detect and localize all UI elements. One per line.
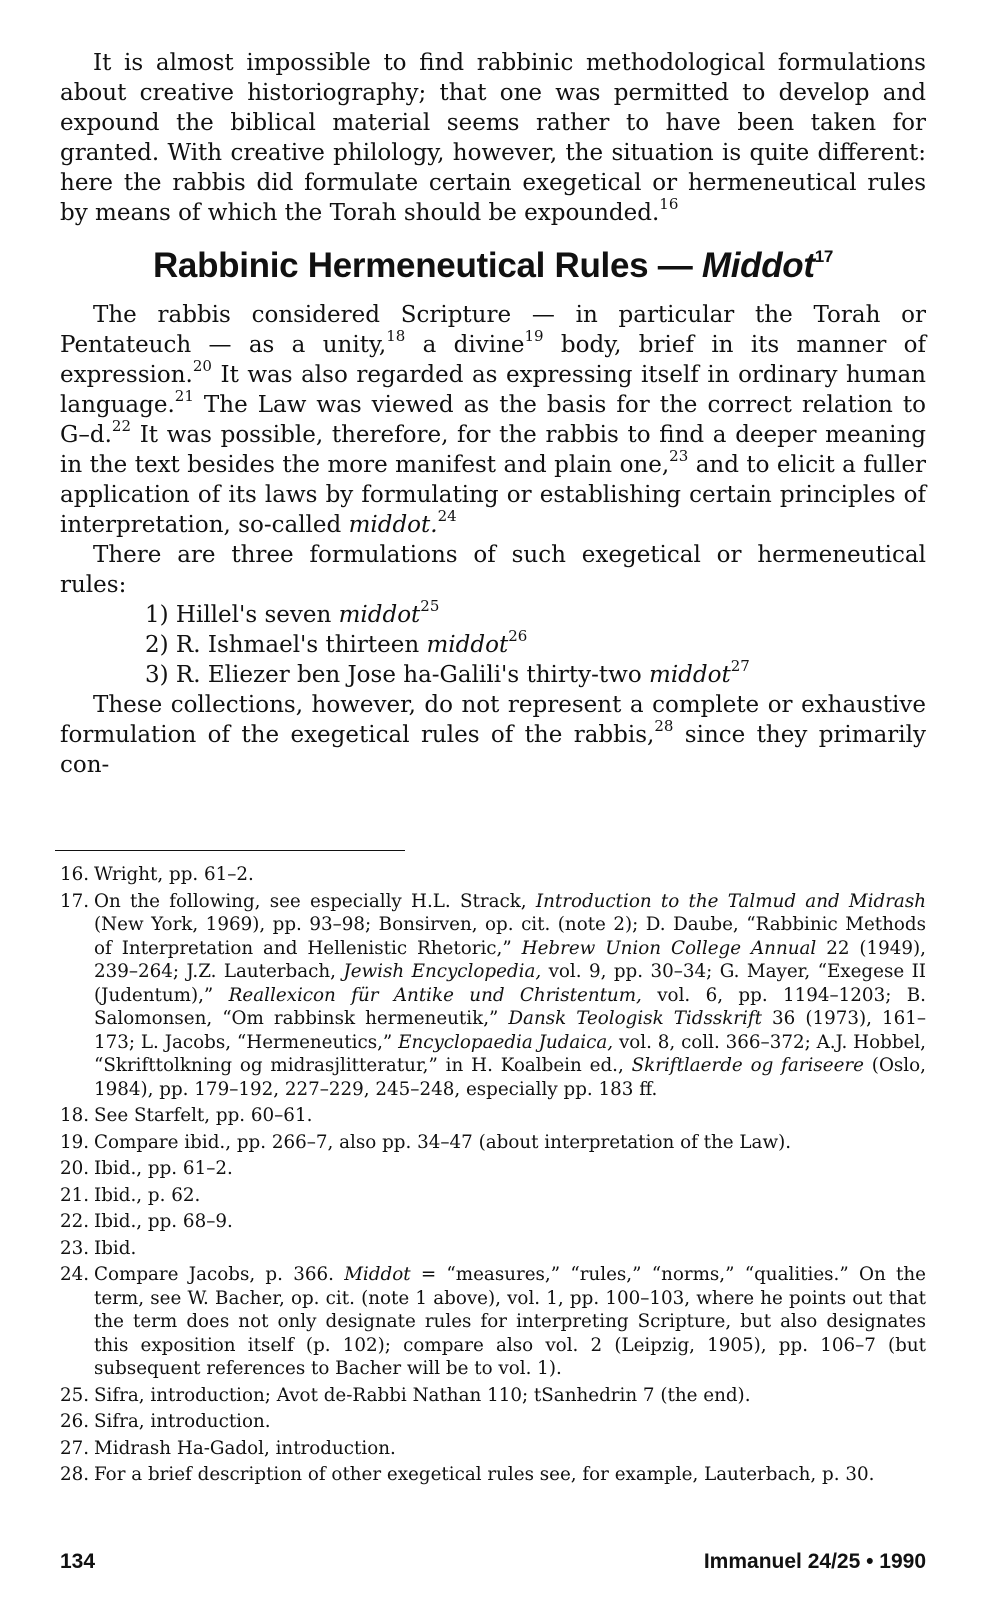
- text-run: On the following, see especially H.L. Strack,: [94, 890, 536, 912]
- text-run-italic: Reallexicon für Antike und Christentum,: [228, 984, 642, 1006]
- footnote-divider: [55, 850, 405, 851]
- footnote-23: [60, 1237, 926, 1261]
- footnote-number: 17.: [60, 890, 90, 912]
- footnote-ref: 19: [524, 327, 544, 346]
- text-run: (Oslo, 1984), pp. 179–192, 227–229, 245–248, especially pp. 183 ff.: [94, 1055, 926, 1100]
- footnote-number: 19.: [60, 1131, 90, 1153]
- footnote-text: Ibid.: [94, 1237, 137, 1259]
- footnote-number: 23.: [60, 1237, 90, 1259]
- footnote-26: [60, 1410, 926, 1434]
- footnote-17: [60, 890, 926, 1102]
- footnote-ref: 23: [669, 447, 689, 466]
- footnote-text: Ibid., pp. 61–2.: [94, 1158, 233, 1179]
- list-item: [145, 627, 926, 660]
- list-item: [145, 597, 926, 630]
- footnote-ref: 17: [814, 247, 834, 267]
- footnote-number: 26.: [60, 1411, 90, 1432]
- footnote-16: [60, 863, 926, 887]
- footnote-27: [60, 1437, 926, 1461]
- text-run: since they primarily con-: [60, 722, 926, 778]
- text-run: body, brief in its manner of expression.: [60, 332, 926, 388]
- paragraph-scripture: [60, 300, 926, 540]
- list-item-text: 3) R. Eliezer ben Jose ha-Galili's thirty-two: [145, 662, 650, 688]
- journal-citation: Immanuel 24/25 • 1990: [703, 1550, 926, 1573]
- text-run: The Law was viewed as the basis for the correct relation to G–d.: [60, 392, 926, 448]
- footnote-text: See Starfelt, pp. 60–61.: [94, 1105, 313, 1126]
- footnote-ref: 27: [730, 657, 750, 676]
- footnote-ref: 22: [111, 417, 132, 436]
- footnote-ref: 26: [508, 627, 528, 646]
- text-run: vol. 9, pp. 30–34; G. Mayer, “Exegese II (Judentum),”: [94, 961, 927, 1006]
- page-number: 134: [60, 1550, 96, 1573]
- footnote-text: For a brief description of other exegetical rules see, for example, Lauterbach, p. 30.: [94, 1464, 875, 1485]
- footnote-ref: 16: [659, 195, 679, 214]
- section-heading: [60, 246, 926, 286]
- footnote-number: 22.: [60, 1211, 90, 1232]
- footnote-text: Wright, pp. 61–2.: [94, 864, 254, 885]
- section-heading-text: Rabbinic Hermeneutical Rules —: [152, 246, 702, 285]
- footnote-22: [60, 1210, 926, 1234]
- footnote-text: Ibid., p. 62.: [94, 1184, 201, 1206]
- footnote-number: 16.: [60, 864, 90, 885]
- page-footer: [60, 1550, 926, 1574]
- text-run: vol. 8, coll. 366–372; A.J. Hobbel, “Skrifttolkning og midrasjlitteratur,” in H. Koalbein ed.,: [94, 1031, 926, 1076]
- list-item-italic: middot: [649, 662, 731, 688]
- text-run: and to elicit a fuller application of its laws by formulating or establishing certain principles of interpretation, so-called: [60, 452, 926, 538]
- footnote-number: 24.: [60, 1264, 90, 1285]
- footnote-number: 28.: [60, 1464, 90, 1485]
- footnote-25: [60, 1384, 926, 1408]
- text-run: vol. 6, pp. 1194–1203; B. Salomonsen, “Om rabbinsk hermeneutik,”: [94, 984, 926, 1029]
- footnote-text: Compare ibid., pp. 266–7, also pp. 34–47 (about interpretation of the Law).: [94, 1131, 792, 1153]
- text-run-italic: Jewish Encyclopedia,: [343, 961, 542, 982]
- text-run-italic: Middot: [344, 1264, 411, 1285]
- footnote-ref: 18: [386, 327, 406, 346]
- text-run-italic: Encyclopaedia Judaica,: [398, 1031, 614, 1053]
- list-item-italic: middot: [426, 632, 509, 658]
- text-run: (New York, 1969), pp. 93–98; Bonsirven, op. cit. (note 2); D. Daube, “Rabbinic Methods of Interpretation and Hellenistic Rhetoric,”: [94, 914, 926, 959]
- footnote-text: [94, 890, 926, 1102]
- text-run: Compare Jacobs, p. 366.: [94, 1264, 345, 1285]
- list-item-text: 2) R. Ishmael's thirteen: [145, 632, 427, 658]
- text-run-italic: Skriftlaerde og fariseere: [631, 1055, 864, 1076]
- footnote-number: 27.: [60, 1437, 90, 1459]
- text-run-italic: middot.: [348, 512, 438, 538]
- footnote-ref: 24: [437, 507, 457, 526]
- text-run: These collections, however, do not represent a complete or exhaustive formulation of the exegetical rules of the rabbis,: [60, 692, 926, 748]
- footnote-28: [60, 1463, 926, 1487]
- text-run-italic: Hebrew Union College Annual: [521, 937, 817, 959]
- footnote-19: [60, 1131, 926, 1155]
- footnote-text: [94, 1263, 926, 1381]
- footnote-number: 21.: [60, 1184, 90, 1206]
- list-item-text: 1) Hillel's seven: [145, 602, 339, 628]
- footnote-text: Sifra, introduction.: [94, 1411, 271, 1432]
- formulations-list: [60, 597, 926, 690]
- footnote-18: [60, 1104, 926, 1128]
- list-item: [145, 657, 926, 690]
- footnote-text: Sifra, introduction; Avot de-Rabbi Nathan 110; tSanhedrin 7 (the end).: [94, 1384, 751, 1406]
- paragraph-formulations: There are three formulations of such exegetical or hermeneutical rules:: [60, 542, 926, 598]
- footnote-number: 18.: [60, 1105, 90, 1126]
- text-run: It was possible, therefore, for the rabbis to find a deeper meaning in the text besides the more manifest and plain one,: [60, 422, 926, 478]
- paragraph-collections: [60, 690, 926, 780]
- text-run-italic: Dansk Teologisk Tidsskrift: [508, 1008, 762, 1029]
- page-content: [60, 48, 926, 1490]
- footnote-number: 20.: [60, 1158, 90, 1179]
- footnote-24: [60, 1263, 926, 1381]
- footnote-ref: 28: [654, 717, 674, 736]
- list-item-italic: middot: [338, 602, 421, 628]
- footnote-20: [60, 1157, 926, 1181]
- text-run: 22 (1949), 239–264; J.Z. Lauterbach,: [94, 937, 926, 982]
- footnote-ref: 21: [174, 387, 194, 406]
- paragraph-intro-text: It is almost impossible to find rabbinic methodological formulations about creative historiography; that one was permitted to develop and expound the biblical material seems rather to have been taken for granted. With creative philology, however, the situation is quite different: here the rabbis did formulate certain exegetical or hermeneutical rules by means of which the Torah should be expounded.: [60, 50, 926, 226]
- text-run: = “measures,” “rules,” “norms,” “qualities.” On the term, see W. Bacher, op. cit. (note 1 above), vol. 1, pp. 100–103, where he points out that the term does not only designate rules for interpreting Scripture, but also designates this exposition itself (p. 102); compare also vol. 2 (Leipzig, 1905), pp. 106–7 (but subsequent references to Bacher will be to vol. 1).: [94, 1264, 926, 1379]
- footnote-text: Midrash Ha-Gadol, introduction.: [94, 1437, 396, 1459]
- text-run: 36 (1973), 161–173; L. Jacobs, “Hermeneutics,”: [94, 1008, 926, 1053]
- text-run-italic: Introduction to the Talmud and Midrash: [535, 890, 926, 912]
- footnote-number: 25.: [60, 1384, 90, 1406]
- text-run: a divine: [405, 332, 525, 358]
- text-run: The rabbis considered Scripture — in particular the Torah or Pentateuch — as a unity,: [60, 302, 926, 358]
- footnotes-list: [60, 863, 926, 1487]
- paragraph-intro: [60, 48, 926, 228]
- footnote-21: [60, 1184, 926, 1208]
- section-heading-italic: Middot: [701, 246, 815, 285]
- footnote-text: Ibid., pp. 68–9.: [94, 1211, 233, 1232]
- footnote-ref: 20: [192, 357, 212, 376]
- text-run: It was also regarded as expressing itself in ordinary human language.: [60, 362, 926, 418]
- footnote-ref: 25: [420, 597, 440, 616]
